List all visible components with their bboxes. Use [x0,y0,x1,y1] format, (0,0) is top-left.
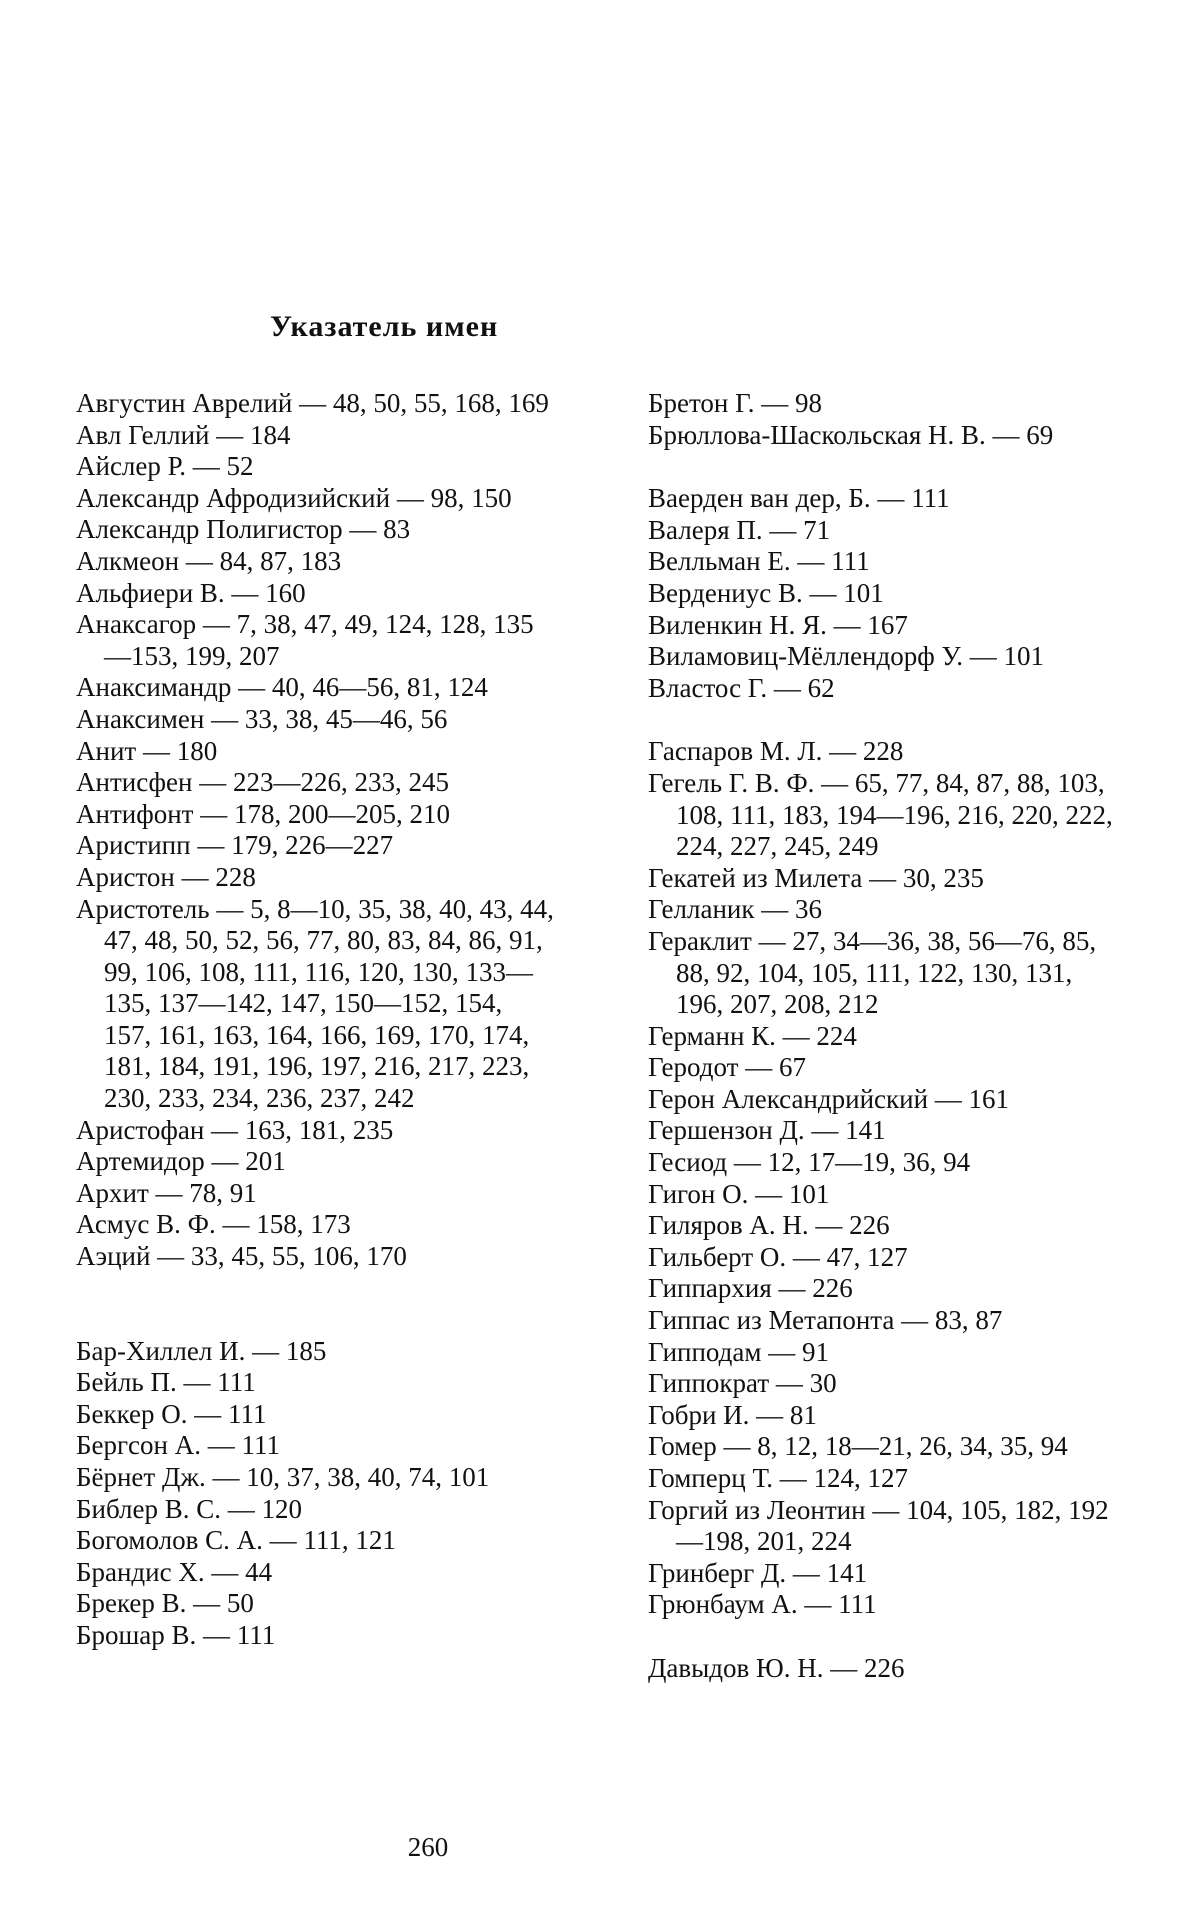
index-entry: Германн К. — 224 [648,1020,857,1051]
index-entry: Гесиод — 12, 17—19, 36, 94 [648,1147,971,1178]
index-entry: Богомолов С. А. — 111, 121 [76,1525,396,1556]
index-entry: Антифонт — 178, 200—205, 210 [76,798,450,829]
index-entry: Гиппархия — 226 [648,1273,853,1304]
index-entry: Аристофан — 163, 181, 235 [76,1114,394,1145]
letter-gap [76,1273,556,1336]
index-entry: Гипподам — 91 [648,1336,829,1367]
index-entry: Гомер — 8, 12, 18—21, 26, 34, 35, 94 [648,1431,1068,1462]
index-entry: Геродот — 67 [648,1052,806,1083]
index-entry: Гомперц Т. — 124, 127 [648,1463,908,1493]
index-entry: Архит — 78, 91 [76,1177,257,1208]
index-entry: Давыдов Ю. Н. — 226 [648,1652,905,1683]
index-entry: Гильберт О. — 47, 127 [648,1241,908,1272]
letter-gap [648,451,1126,483]
index-entry: Гегель Г. В. Ф. — 65, 77, 84, 87, 88, 103, 108, 111, 183, 194—196, 216, 220, 222, 224, 227, 245, 249 [648,767,1113,862]
index-entry: Бергсон А. — 111 [76,1430,280,1461]
index-entry: Гелланик — 36 [648,894,822,925]
index-entry: Гиляров А. Н. — 226 [648,1210,890,1241]
index-entry: Бейль П. — 111 [76,1367,256,1398]
index-entry: Горгий из Леонтин — 104, 105, 182, 192—198, 201, 224 [648,1494,1109,1557]
index-entry: Библер В. С. — 120 [76,1493,302,1524]
index-entry: Виламовиц-Мёллендорф У. — 101 [648,641,1044,672]
index-entry: Гиппас из Метапонта — 83, 87 [648,1305,1003,1336]
index-entry: Бёрнет Дж. — 10, 37, 38, 40, 74, 101 [76,1462,490,1492]
index-entry: Брошар В. — 111 [76,1619,276,1650]
index-entry: Аэций — 33, 45, 55, 106, 170 [76,1241,407,1272]
index-entry: Брекер В. — 50 [76,1588,254,1619]
index-entry: Беккер О. — 111 [76,1398,267,1429]
index-entry: Властос Г. — 62 [648,672,835,703]
index-entry: Герон Александрийский — 161 [648,1083,1010,1114]
index-entry: Александр Афродизийский — 98, 150 [76,482,512,513]
index-entry: Анаксимен — 33, 38, 45—46, 56 [76,703,448,734]
letter-gap [648,704,1126,736]
index-entry: Гераклит — 27, 34—36, 38, 56—76, 85, 88, 92, 104, 105, 111, 122, 130, 131, 196, 207, 208, 212 [648,925,1097,1020]
index-entry: Гринберг Д. — 141 [648,1557,868,1588]
index-entry: Авл Геллий — 184 [76,419,291,450]
left-column [76,388,556,1652]
index-entry: Антисфен — 223—226, 233, 245 [76,767,449,798]
index-entry: Артемидор — 201 [76,1146,286,1177]
index-entry: Анит — 180 [76,735,218,766]
index-entry: Гекатей из Милета — 30, 235 [648,862,984,893]
index-entry: Вердениус В. — 101 [648,577,884,608]
index-entry: Брандис Х. — 44 [76,1556,273,1587]
index-entry: Айслер Р. — 52 [76,451,254,482]
index-entry: Альфиери В. — 160 [76,577,306,608]
index-entry: Аристон — 228 [76,861,256,892]
index-entry: Аристотель — 5, 8—10, 35, 38, 40, 43, 44, 47, 48, 50, 52, 56, 77, 80, 83, 84, 86, 91, 99, 106, 108, 111, 116, 120, 130, 133—135, 137—142, 147, 150—152, 154, 157, 161, 163, 164, 166, 169, 170, 174, 181, 184, 191, 196, 197, 216, 217, 223, 230, 233, 234, 236, 237, 242 [76,893,554,1114]
index-entry: Гобри И. — 81 [648,1399,817,1430]
index-entry: Гигон О. — 101 [648,1178,830,1209]
index-entry: Грюнбаум А. — 111 [648,1589,877,1620]
index-entry: Гершензон Д. — 141 [648,1115,886,1146]
index-entry: Александр Полигистор — 83 [76,514,411,545]
index-entry: Гиппократ — 30 [648,1368,837,1399]
index-entry: Аристипп — 179, 226—227 [76,830,394,861]
index-entry: Анаксагор — 7, 38, 47, 49, 124, 128, 135—153, 199, 207 [76,609,534,671]
index-entry: Ваерден ван дер, Б. — 111 [648,483,950,514]
index-entry: Брюллова-Шаскольская Н. В. — 69 [648,419,1054,450]
index-entry: Августин Аврелий — 48, 50, 55, 168, 169 [76,388,549,418]
index-entry: Алкмеон — 84, 87, 183 [76,545,342,576]
index-entry: Асмус В. Ф. — 158, 173 [76,1209,351,1240]
index-entry: Анаксимандр — 40, 46—56, 81, 124 [76,672,488,703]
letter-gap [648,1621,1126,1653]
index-entry: Бар-Хиллел И. — 185 [76,1335,327,1366]
index-entry: Валеря П. — 71 [648,514,831,545]
right-column [648,388,1126,1685]
page-title: Указатель имен [270,310,499,343]
page-number: 260 [407,1832,449,1862]
index-entry: Виленкин Н. Я. — 167 [648,609,908,640]
index-entry: Гаспаров М. Л. — 228 [648,736,904,767]
index-entry: Велльман Е. — 111 [648,546,870,577]
index-entry: Бретон Г. — 98 [648,388,822,418]
